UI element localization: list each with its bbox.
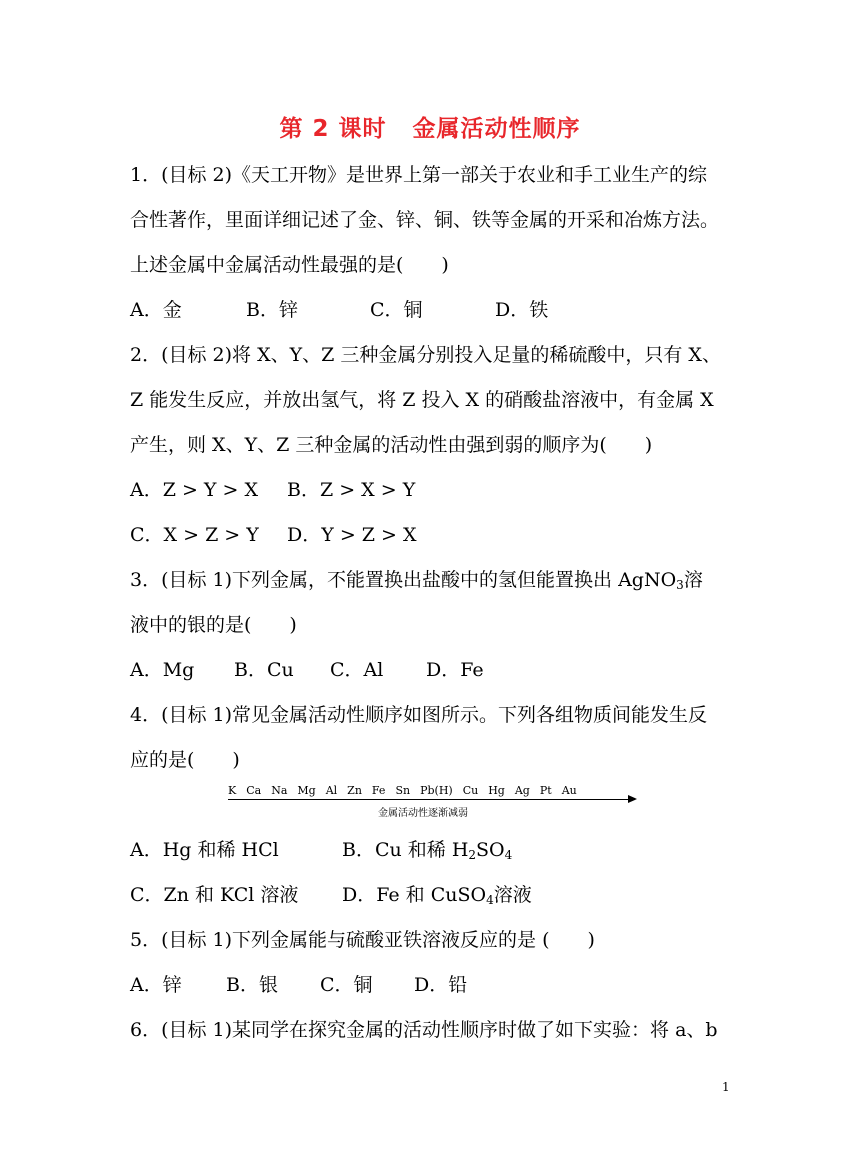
q4-option-d-end: 溶液 <box>493 884 532 906</box>
activity-series-metal: Sn <box>395 784 411 797</box>
activity-series-caption: 金属活动性逐渐减弱 <box>378 808 468 819</box>
q3-line-1-text: 3．(目标 1)下列金属，不能置换出盐酸中的氢但能置换出 AgNO <box>130 569 677 591</box>
q3-line-1-end: 溶 <box>683 569 703 591</box>
activity-series-metal: Fe <box>371 784 386 797</box>
activity-series-metal: Mg <box>297 784 316 797</box>
q6-line-1: 6．(目标 1)某同学在探究金属的活动性顺序时做了如下实验：将 a、b <box>130 1019 718 1041</box>
page-title <box>0 110 860 143</box>
q2-line-3: 产生，则 X、Y、Z 三种金属的活动性由强到弱的顺序为( ) <box>130 434 653 456</box>
activity-series-metal: K <box>228 784 237 797</box>
lesson-topic: 金属活动性顺序 <box>412 116 581 142</box>
q4-option-a: A．Hg 和稀 HCl <box>130 839 279 861</box>
q3-option-c: C．Al <box>330 659 384 681</box>
q3-line-1 <box>130 567 703 598</box>
q4-option-b-sub-2: 4 <box>504 848 513 862</box>
q3-subscript: 3 <box>676 578 684 592</box>
q3-option-a: A．Mg <box>130 659 195 681</box>
activity-series-metal: Al <box>325 784 338 797</box>
q5-option-c: C．铜 <box>320 974 373 996</box>
q5-option-d: D．铅 <box>414 974 468 996</box>
q4-option-c: C．Zn 和 KCl 溶液 <box>130 884 299 906</box>
lesson-number: 第 2 课时 <box>279 116 387 142</box>
activity-series-metal: Ag <box>514 784 530 797</box>
q5-option-b: B．银 <box>226 974 278 996</box>
activity-series-metals <box>228 784 587 797</box>
activity-series-metal: Cu <box>462 784 479 797</box>
q1-option-c: C．铜 <box>370 299 423 321</box>
q5-option-a: A．锌 <box>130 974 182 996</box>
q1-option-d: D．铁 <box>495 299 549 321</box>
activity-series-metal: Pb(H) <box>420 784 453 797</box>
q3-option-b: B．Cu <box>234 659 294 681</box>
arrow-head-icon <box>628 795 637 803</box>
activity-series-metal: Zn <box>347 784 362 797</box>
q4-option-b-text: B．Cu 和稀 H <box>342 839 469 861</box>
q2-option-c: C．X > Z > Y <box>130 524 259 546</box>
activity-series-metal: Hg <box>488 784 505 797</box>
q3-option-d: D．Fe <box>426 659 484 681</box>
q4-line-2: 应的是( ) <box>130 749 240 771</box>
q4-line-1: 4．(目标 1)常见金属活动性顺序如图所示。下列各组物质间能发生反 <box>130 704 708 726</box>
activity-series-arrow <box>228 799 632 800</box>
activity-series-metal: Na <box>271 784 288 797</box>
activity-series-metal: Au <box>561 784 577 797</box>
q2-line-1: 2．(目标 2)将 X、Y、Z 三种金属分别投入足量的稀硫酸中，只有 X、 <box>130 344 721 366</box>
activity-series-metal: Ca <box>246 784 262 797</box>
q2-line-2: Z 能发生反应，并放出氢气，将 Z 投入 X 的硝酸盐溶液中，有金属 X <box>130 389 714 411</box>
q3-line-2: 液中的银的是( ) <box>130 614 297 636</box>
q1-option-a: A．金 <box>130 299 182 321</box>
q4-option-d-sub: 4 <box>486 893 494 907</box>
q2-option-b: B．Z > X > Y <box>287 479 416 501</box>
q4-option-d-text: D．Fe 和 CuSO <box>342 884 487 906</box>
q4-option-b-sub-1: 2 <box>468 848 477 862</box>
q1-line-2: 合性著作，里面详细记述了金、锌、铜、铁等金属的开采和冶炼方法。 <box>130 209 720 231</box>
q5-line-1: 5．(目标 1)下列金属能与硫酸亚铁溶液反应的是 ( ) <box>130 929 595 951</box>
activity-series-metal: Pt <box>539 784 552 797</box>
q2-option-d: D．Y > Z > X <box>287 524 417 546</box>
q1-line-3: 上述金属中金属活动性最强的是( ) <box>130 254 449 276</box>
q2-option-a: A．Z > Y > X <box>130 479 258 501</box>
q1-option-b: B．锌 <box>246 299 298 321</box>
activity-series-figure <box>228 784 638 824</box>
page-number: 1 <box>722 1080 730 1094</box>
q4-option-b-mid: SO <box>476 839 505 861</box>
q1-line-1: 1．(目标 2)《天工开物》是世界上第一部关于农业和手工业生产的综 <box>130 164 708 186</box>
q4-option-b <box>342 837 512 868</box>
q4-option-d <box>342 882 532 913</box>
